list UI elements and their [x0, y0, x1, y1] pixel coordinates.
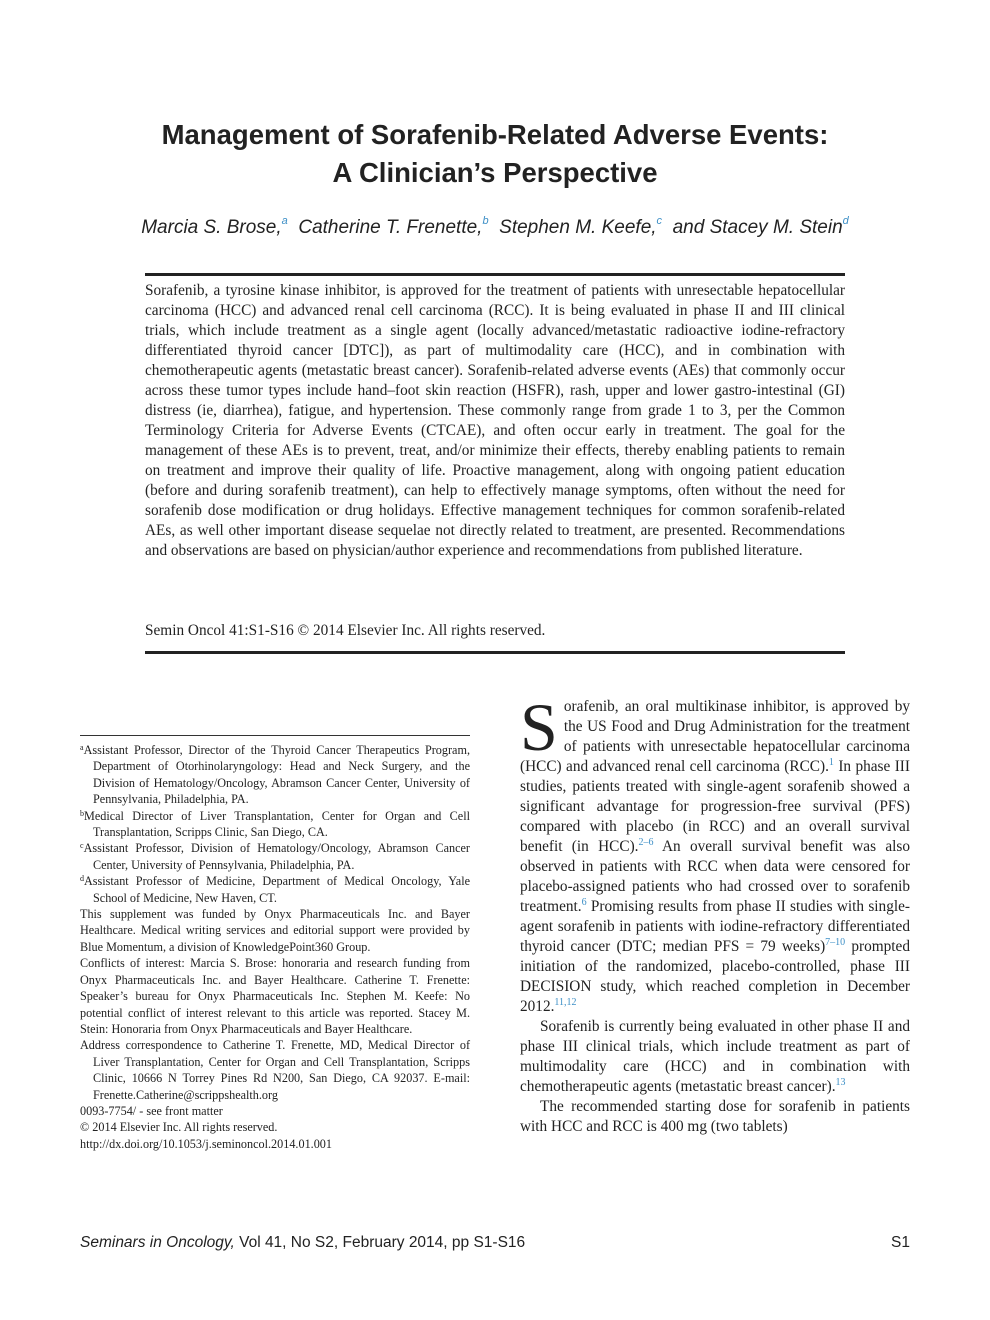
- affiliation-note: [80, 742, 470, 808]
- text-segment: Promising results from phase II studies with single-agent sorafenib in patients with iodine-refractory differentiated thyroid cancer (DTC; median PFS = 79 weeks): [520, 898, 910, 955]
- abstract-text: Sorafenib, a tyrosine kinase inhibitor, is approved for the treatment of patients with unresectable hepatocellular carcinoma (HCC) and advanced renal cell carcinoma (RCC). It is being evaluated in phase II and III clinical trials, which include treatment as a single agent (locally advanced/metastatic radioactive iodine-refractory differentiated thyroid cancer [DTC]), as part of multimodality care (HCC), and in combination with chemotherapeutic agents (metastatic breast cancer). Sorafenib-related adverse events (AEs) that commonly occur across these tumor types include hand–foot skin reaction (HSFR), rash, upper and lower gastro-intestinal (GI) distress (ie, diarrhea), fatigue, and hypertension. These commonly range from grade 1 to 3, per the Common Terminology Criteria for Adverse Events (CTCAE), and often occur early in treatment. The goal for the management of these AEs is to prevent, treat, and/or minimize their effects, thereby enabling patients to remain on treatment and improve their quality of life. Proactive management, along with ongoing patient education (before and during sorafenib treatment), can help to effectively manage symptoms, often without the need for sorafenib dose modification or drug holidays. Effective management techniques for common sorafenib-related AEs, as well other important disease sequelae not directly related to treatment, are presented. Recommendations and observations are based on physician/author experience and recommendations from published literature.: [145, 282, 845, 559]
- issue-details: Vol 41, No S2, February 2014, pp S1-S16: [234, 1234, 526, 1251]
- body-paragraph: [520, 1017, 910, 1097]
- affiliation-label: c: [80, 841, 84, 851]
- reference-link[interactable]: 7–10: [825, 937, 846, 948]
- text-segment: prompted initiation of the randomized, placebo-controlled, phase III DECISION study, which reached completion in December 2012.: [520, 938, 910, 1015]
- author-list: [60, 215, 930, 241]
- reference-link[interactable]: 6: [581, 897, 587, 908]
- reference-link[interactable]: 1: [828, 757, 834, 768]
- body-paragraph: [520, 689, 910, 1017]
- correspondence-address: Address correspondence to Catherine T. Frenette, MD, Medical Director of Liver Transplantation, Center for Organ and Cell Transplantation, Scripps Clinic, 10666 N Torrey Pines Rd N200, San Diego, CA 92037. E-mail: Frenette.Catherine@scrippshealth.org: [80, 1038, 470, 1102]
- author-affiliation-mark[interactable]: d: [842, 215, 849, 227]
- affiliation-text: Medical Director of Liver Transplantation, Center for Organ and Cell Transplantation, Scripps Clinic, San Diego, CA.: [84, 808, 470, 840]
- affiliation-text: Assistant Professor, Director of the Thyroid Cancer Therapeutics Program, Department of Otorhinolaryngology: Head and Neck Surgery, and the Division of Hematology/Oncology, Abramson Cancer Center, University of Pennsylvania, Philadelphia, PA.: [83, 743, 470, 807]
- doi-link[interactable]: http://dx.doi.org/10.1053/j.seminoncol.2014.01.001: [80, 1136, 332, 1151]
- affiliation-label: d: [80, 874, 84, 884]
- author-affiliation-mark[interactable]: b: [482, 215, 489, 227]
- abstract-citation: Semin Oncol 41:S1-S16 © 2014 Elsevier Inc. All rights reserved.: [145, 622, 546, 639]
- page-number: S1: [891, 1234, 910, 1251]
- footnotes: [80, 742, 470, 1152]
- text-segment: An overall survival benefit was also observed in patients with RCC when data were censored for placebo-assigned patients who had crossed over to sorafenib treatment.: [520, 838, 910, 915]
- author-name: and Stacey M. Stein: [672, 217, 843, 238]
- conflicts-note: Conflicts of interest: Marcia S. Brose: honoraria and research funding from Onyx Pharmaceuticals Inc. and Bayer Healthcare. Catherine T. Frenette: Speaker’s bureau for Onyx Pharmaceuticals Inc. Stephen M. Keefe: No potential conflict of interest relevant to this article was reported. Stacey M. Stein: Honoraria from Onyx Pharmaceuticals and Bayer Healthcare.: [80, 956, 470, 1036]
- abstract-top-rule: [145, 273, 845, 276]
- reference-link[interactable]: 13: [835, 1077, 846, 1088]
- body-text: [520, 689, 910, 1137]
- author-name: Marcia S. Brose,: [141, 217, 282, 238]
- drop-cap: S: [520, 689, 558, 765]
- footnote-rule: [80, 735, 470, 736]
- text-segment: Sorafenib is currently being evaluated in other phase II and phase III clinical trials, which include treatment as part of multimodality care (HCC) and in combination with chemotherapeutic agents (metastatic breast cancer).: [520, 1018, 910, 1095]
- affiliation-text: Assistant Professor of Medicine, Department of Medical Oncology, Yale School of Medicine, New Haven, CT.: [84, 874, 470, 905]
- article-title: [60, 116, 930, 192]
- text-segment: In phase III studies, patients treated with single-agent sorafenib showed a significant advantage for progression-free survival (PFS) compared with placebo (in RCC) and an overall survival benefit (in HCC).: [520, 758, 910, 855]
- affiliation-note: [80, 840, 470, 873]
- author-affiliation-mark[interactable]: c: [656, 215, 663, 227]
- reference-link[interactable]: 2–6: [638, 837, 654, 848]
- author-name: Catherine T. Frenette,: [298, 217, 483, 238]
- abstract: [145, 281, 845, 561]
- body-paragraph: The recommended starting dose for sorafenib in patients with HCC and RCC is 400 mg (two tablets): [520, 1098, 910, 1135]
- abstract-bottom-rule: [145, 651, 845, 654]
- page-footer: [80, 1233, 910, 1253]
- reference-link[interactable]: 11,12: [554, 997, 577, 1008]
- text-segment: orafenib, an oral multikinase inhibitor, is approved by the US Food and Drug Administration for the treatment of patients with unresectable hepatocellular carcinoma (HCC) and advanced renal cell carcinoma (RCC).: [520, 698, 910, 775]
- affiliation-label: b: [80, 808, 84, 818]
- title-line-2: A Clinician’s Perspective: [332, 157, 658, 188]
- journal-name: Seminars in Oncology,: [80, 1234, 235, 1251]
- title-line-1: Management of Sorafenib-Related Adverse Events:: [161, 119, 829, 150]
- funding-note: This supplement was funded by Onyx Pharmaceuticals Inc. and Bayer Healthcare. Medical writing services and editorial support were provided by Blue Momentum, a division of KnowledgePoint360 Group.: [80, 907, 470, 954]
- author-name: Stephen M. Keefe,: [499, 217, 657, 238]
- affiliation-note: [80, 873, 470, 906]
- affiliation-label: a: [80, 743, 84, 752]
- affiliation-text: Assistant Professor, Division of Hematology/Oncology, Abramson Cancer Center, University of Pennsylvania, Philadelphia, PA.: [83, 841, 470, 872]
- copyright-note: © 2014 Elsevier Inc. All rights reserved.: [80, 1120, 278, 1135]
- author-affiliation-mark[interactable]: a: [281, 215, 288, 227]
- issn-note: 0093-7754/ - see front matter: [80, 1103, 223, 1118]
- affiliation-note: [80, 808, 470, 841]
